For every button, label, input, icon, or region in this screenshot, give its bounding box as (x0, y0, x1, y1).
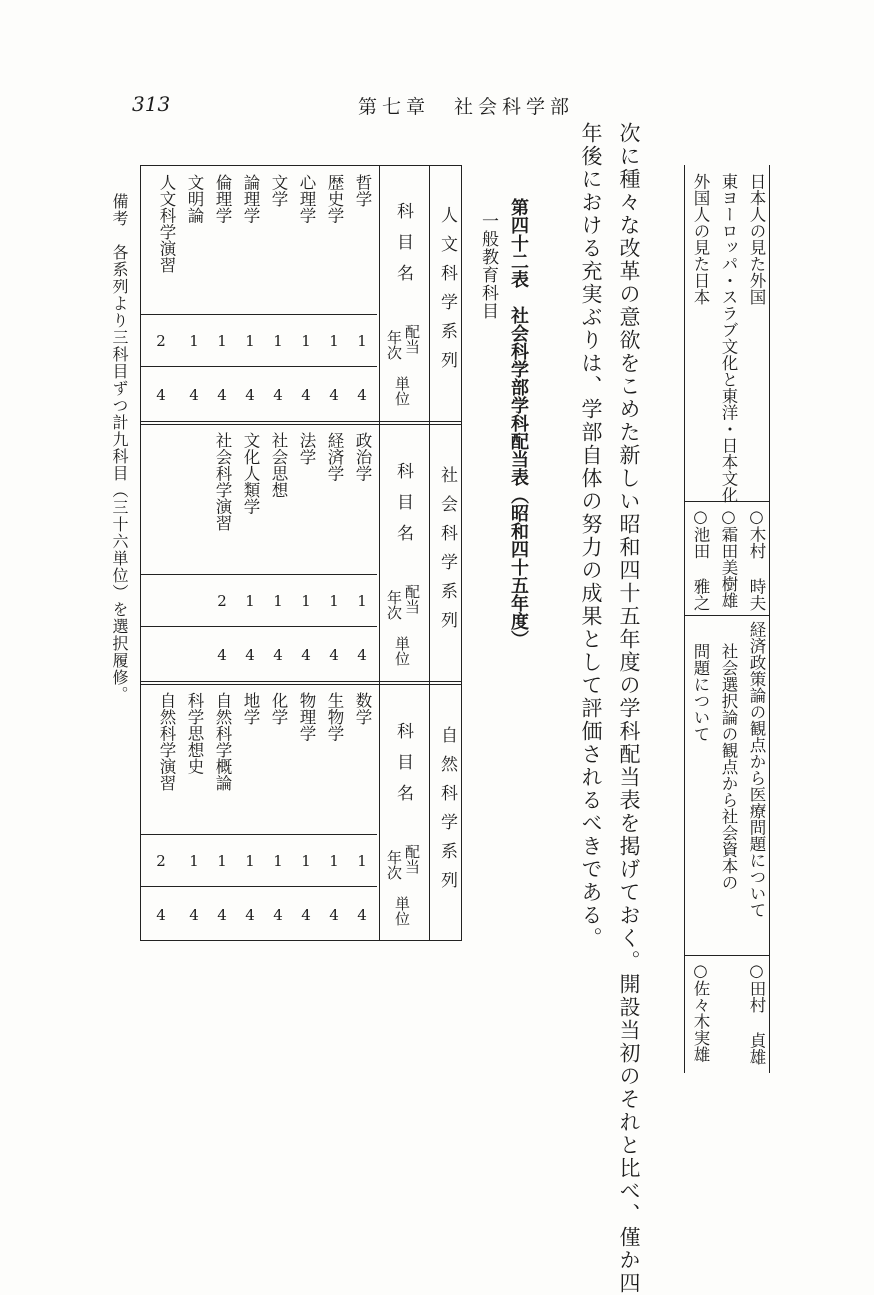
units-cell: 4 (357, 906, 367, 924)
lecture-speaker: ○池田 雅之 (691, 507, 710, 611)
lecture-title: 社会選択論の観点から社会資本の (719, 643, 738, 891)
units-cell: 4 (217, 386, 227, 404)
units-cell: 4 (156, 386, 166, 404)
lecture-speaker: ○田村 貞雄 (747, 961, 766, 1065)
subject-cell: 文学 (269, 174, 288, 207)
section-divider (141, 684, 461, 685)
units-cell: 4 (301, 646, 311, 664)
header-subject: 科目名 (393, 462, 413, 555)
row-line (141, 574, 377, 575)
subject-cell: 哲学 (353, 174, 372, 207)
year-cell: 1 (301, 852, 311, 870)
row-line (141, 834, 377, 835)
units-cell: 4 (329, 386, 339, 404)
lecture-table (684, 165, 770, 1073)
header-column-line (379, 166, 380, 940)
units-cell: 4 (217, 906, 227, 924)
year-cell: 1 (329, 592, 339, 610)
subject-cell: 自然科学演習 (157, 692, 176, 791)
year-cell: 1 (189, 852, 199, 870)
header-year-top: 配当 (403, 584, 421, 614)
year-cell: 1 (329, 332, 339, 350)
lecture-title: 外国人の見た日本 (691, 173, 710, 305)
subject-cell: 歴史学 (325, 174, 344, 224)
year-cell: 1 (273, 852, 283, 870)
year-cell: 1 (301, 332, 311, 350)
units-cell: 4 (245, 906, 255, 924)
subject-cell: 倫理学 (213, 174, 232, 224)
units-cell: 4 (273, 646, 283, 664)
row-line (141, 626, 377, 627)
header-subject: 科目名 (393, 722, 413, 815)
lecture-title: 東ヨーロッパ・スラブ文化と東洋・日本文化 (719, 173, 738, 503)
year-cell: 1 (329, 852, 339, 870)
header-units: 単位 (393, 896, 411, 926)
header-units: 単位 (393, 376, 411, 406)
subject-cell: 数学 (353, 692, 372, 725)
year-cell: 1 (273, 332, 283, 350)
page-number: 313 (132, 92, 171, 116)
year-cell: 2 (217, 592, 227, 610)
series-column-line (429, 166, 430, 940)
subject-cell: 生物学 (325, 692, 344, 742)
subject-cell: 経済学 (325, 432, 344, 482)
lecture-speaker: ○佐々木実雄 (691, 961, 710, 1063)
subject-cell: 文化人類学 (241, 432, 260, 515)
table-note: 備考 各系列より三科目ずつ計九科目（三十六単位）を選択履修。 (110, 193, 129, 703)
year-cell: 1 (301, 592, 311, 610)
units-cell: 4 (189, 906, 199, 924)
header-units: 単位 (393, 636, 411, 666)
subject-cell: 社会科学演習 (213, 432, 232, 531)
subject-cell: 科学思想史 (185, 692, 204, 775)
chapter-heading: 第七章 社会科学部 (358, 96, 575, 118)
units-cell: 4 (357, 386, 367, 404)
units-cell: 4 (329, 646, 339, 664)
year-cell: 1 (357, 592, 367, 610)
year-cell: 2 (156, 332, 166, 350)
year-cell: 1 (357, 332, 367, 350)
header-year-bottom: 年次 (385, 850, 403, 880)
subject-cell: 人文科学演習 (157, 174, 176, 273)
subject-cell: 社会思想 (269, 432, 288, 498)
body-text-line: 次に種々な改革の意欲をこめた新しい昭和四十五年度の学科配当表を掲げておく。開設当初のそれと比べ、僅か四 (617, 122, 641, 1295)
units-cell: 4 (301, 906, 311, 924)
table-caption: 第四十二表 社会科学部学科配当表（昭和四十五年度） (508, 198, 529, 648)
units-cell: 4 (189, 386, 199, 404)
series-name: 社会科学系列 (437, 466, 457, 640)
lecture-title: 日本人の見た外国 (747, 173, 766, 305)
units-cell: 4 (217, 646, 227, 664)
header-year-top: 配当 (403, 324, 421, 354)
units-cell: 4 (273, 906, 283, 924)
year-cell: 1 (189, 332, 199, 350)
year-cell: 1 (217, 332, 227, 350)
subject-cell: 政治学 (353, 432, 372, 482)
year-cell: 1 (357, 852, 367, 870)
section-divider (141, 424, 461, 425)
subject-cell: 自然科学概論 (213, 692, 232, 791)
subject-cell: 論理学 (241, 174, 260, 224)
units-cell: 4 (273, 386, 283, 404)
year-cell: 1 (217, 852, 227, 870)
year-cell: 1 (245, 852, 255, 870)
series-name: 自然科学系列 (437, 726, 457, 900)
lecture-speaker: ○木村 時夫 (747, 507, 766, 611)
subject-cell: 心理学 (297, 174, 316, 224)
row-line (141, 366, 377, 367)
allocation-table (140, 165, 462, 941)
year-cell: 1 (245, 332, 255, 350)
lecture-speaker: ○霜田美樹雄 (719, 507, 738, 609)
units-cell: 4 (329, 906, 339, 924)
lecture-divider (685, 955, 769, 956)
header-subject: 科目名 (393, 202, 413, 295)
series-name: 人文科学系列 (437, 206, 457, 380)
units-cell: 4 (245, 386, 255, 404)
year-cell: 1 (273, 592, 283, 610)
subject-cell: 物理学 (297, 692, 316, 742)
units-cell: 4 (245, 646, 255, 664)
subject-cell: 化学 (269, 692, 288, 725)
units-cell: 4 (301, 386, 311, 404)
units-cell: 4 (156, 906, 166, 924)
subject-cell: 法学 (297, 432, 316, 465)
lecture-title: 経済政策論の観点から医療問題について (747, 621, 766, 918)
row-line (141, 886, 377, 887)
lecture-title: 問題について (691, 643, 710, 742)
subject-cell: 文明論 (185, 174, 204, 224)
year-cell: 1 (245, 592, 255, 610)
row-line (141, 314, 377, 315)
header-year-bottom: 年次 (385, 590, 403, 620)
section-divider (141, 681, 461, 682)
header-year-bottom: 年次 (385, 330, 403, 360)
units-cell: 4 (357, 646, 367, 664)
subject-cell: 地学 (241, 692, 260, 725)
header-year-top: 配当 (403, 844, 421, 874)
year-cell: 2 (156, 852, 166, 870)
table-subtitle: 一般教育科目 (478, 212, 498, 320)
body-text-line: 年後における充実ぶりは、学部自体の努力の成果として評価されるべきである。 (579, 122, 603, 950)
section-divider (141, 421, 461, 422)
lecture-divider (685, 615, 769, 616)
